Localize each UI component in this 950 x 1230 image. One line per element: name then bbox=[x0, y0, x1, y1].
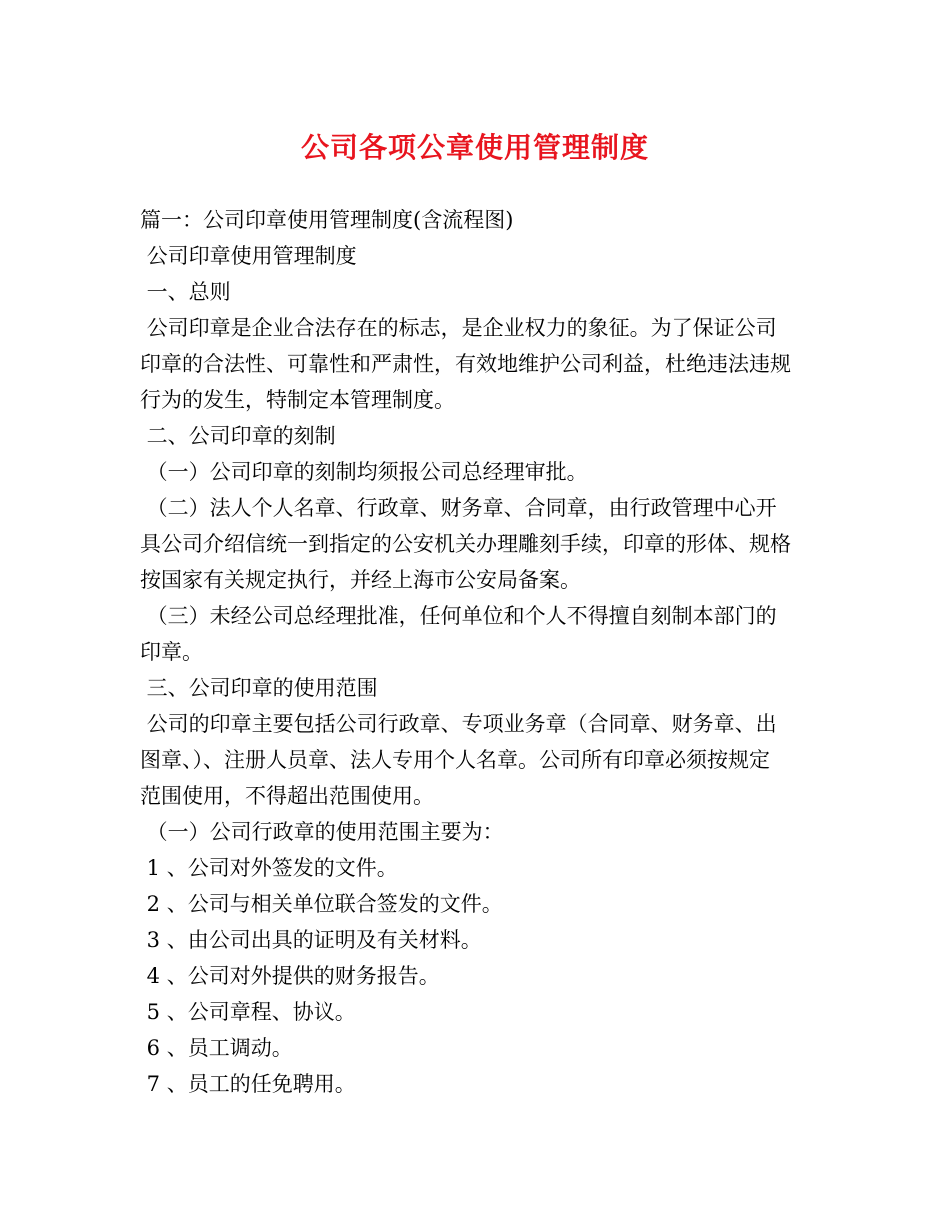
list-item: 2 、公司与相关单位联合签发的文件。 bbox=[140, 892, 503, 916]
section-heading: 一、总则 bbox=[140, 280, 231, 304]
text-line: 印章的合法性、可靠性和严肃性，有效地维护公司利益，杜绝违法违规 bbox=[140, 352, 791, 376]
list-item: 6 、员工调动。 bbox=[140, 1036, 293, 1060]
text-line: 公司印章使用管理制度 bbox=[140, 244, 357, 268]
document-title: 公司各项公章使用管理制度 bbox=[300, 131, 649, 164]
list-item: 3 、由公司出具的证明及有关材料。 bbox=[140, 928, 482, 952]
text-line: 按国家有关规定执行，并经上海市公安局备案。 bbox=[140, 568, 581, 592]
text-line: （二）法人个人名章、行政章、财务章、合同章，由行政管理中心开 bbox=[140, 496, 777, 520]
text-line: 公司印章是企业合法存在的标志，是企业权力的象征。为了保证公司 bbox=[140, 316, 777, 340]
text-line: 图章、）、注册人员章、法人专用个人名章。公司所有印章必须按规定 bbox=[140, 748, 770, 772]
section-heading: 二、公司印章的刻制 bbox=[140, 424, 336, 448]
section-heading: 三、公司印章的使用范围 bbox=[140, 676, 378, 700]
list-item: 1 、公司对外签发的文件。 bbox=[140, 856, 398, 880]
list-item: 5 、公司章程、协议。 bbox=[140, 1000, 356, 1024]
text-line: （一）公司印章的刻制均须报公司总经理审批。 bbox=[140, 460, 588, 484]
text-line: 印章。 bbox=[140, 640, 203, 664]
text-line: （三）未经公司总经理批准，任何单位和个人不得擅自刻制本部门的 bbox=[140, 604, 777, 628]
list-item: 4 、公司对外提供的财务报告。 bbox=[140, 964, 440, 988]
list-item: 7 、员工的任免聘用。 bbox=[140, 1072, 356, 1096]
text-line: 行为的发生，特制定本管理制度。 bbox=[140, 388, 455, 412]
text-line: 范围使用，不得超出范围使用。 bbox=[140, 784, 434, 808]
text-line: （一）公司行政章的使用范围主要为： bbox=[140, 820, 504, 844]
text-line: 具公司介绍信统一到指定的公安机关办理雕刻手续，印章的形体、规格 bbox=[140, 532, 791, 556]
document-body bbox=[140, 202, 820, 1102]
text-line: 篇一：公司印章使用管理制度(含流程图) bbox=[140, 208, 514, 232]
text-line: 公司的印章主要包括公司行政章、专项业务章（合同章、财务章、出 bbox=[140, 712, 777, 736]
